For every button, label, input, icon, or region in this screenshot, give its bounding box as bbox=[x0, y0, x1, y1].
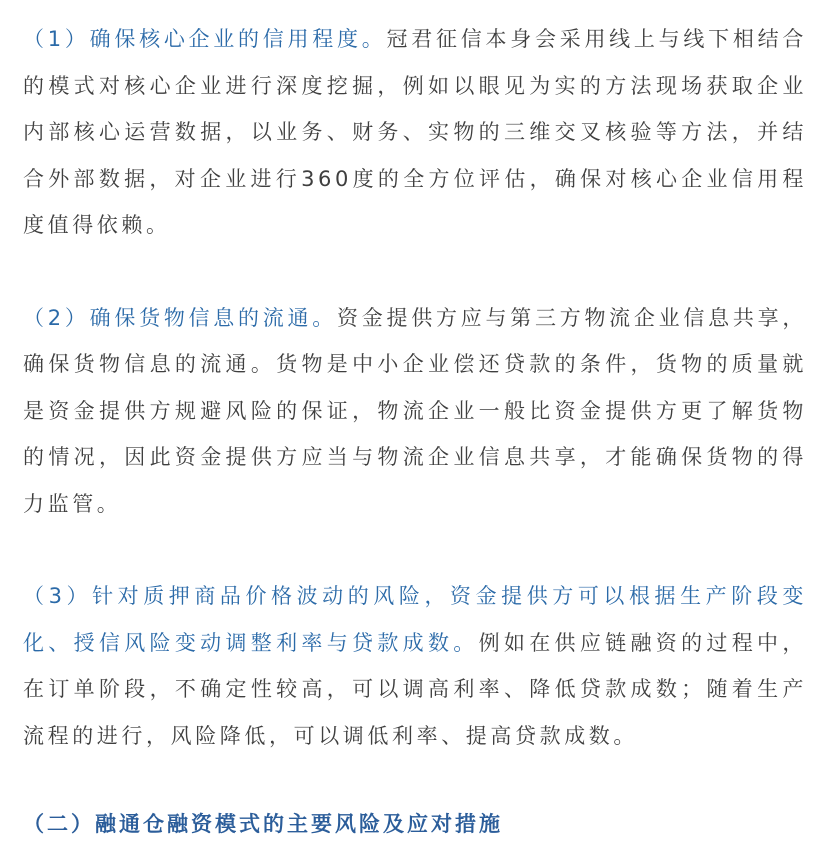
paragraph-lead: （2）确保货物信息的流通。 bbox=[23, 305, 338, 330]
paragraph-body: 冠君征信本身会采用线上与线下相结合的模式对核心企业进行深度挖掘，例如以眼见为实的方法现场获取企业内部核心运营数据，以业务、财务、实物的三维交叉核验等方法，并结合外部数据，对企业进行360度的全方位评估，确保对核心企业信用程度值得依赖。 bbox=[23, 27, 807, 237]
paragraph-credit bbox=[23, 16, 807, 249]
paragraph-price-risk bbox=[23, 573, 807, 759]
paragraph-body: 例如在供应链融资的过程中，在订单阶段，不确定性较高，可以调高利率、降低贷款成数；随着生产流程的进行，风险降低，可以调低利率、提高贷款成数。 bbox=[23, 630, 807, 748]
paragraph-lead: （1）确保核心企业的信用程度。 bbox=[23, 27, 387, 51]
paragraph-body: 资金提供方应与第三方物流企业信息共享，确保货物信息的流通。货物是中小企业偿还贷款的条件，货物的质量就是资金提供方规避风险的保证，物流企业一般比资金提供方更了解货物的情况，因此资金提供方应当与物流企业信息共享，才能确保货物的得力监管。 bbox=[23, 305, 807, 516]
section-heading: （二）融通仓融资模式的主要风险及应对措施 bbox=[23, 812, 503, 836]
paragraph-goods-info bbox=[23, 295, 807, 528]
paragraph-lead: （3）针对质押商品价格波动的风险，资金提供方可以根据生产阶段变化、授信风险变动调整利率与贷款成数。 bbox=[23, 584, 807, 655]
